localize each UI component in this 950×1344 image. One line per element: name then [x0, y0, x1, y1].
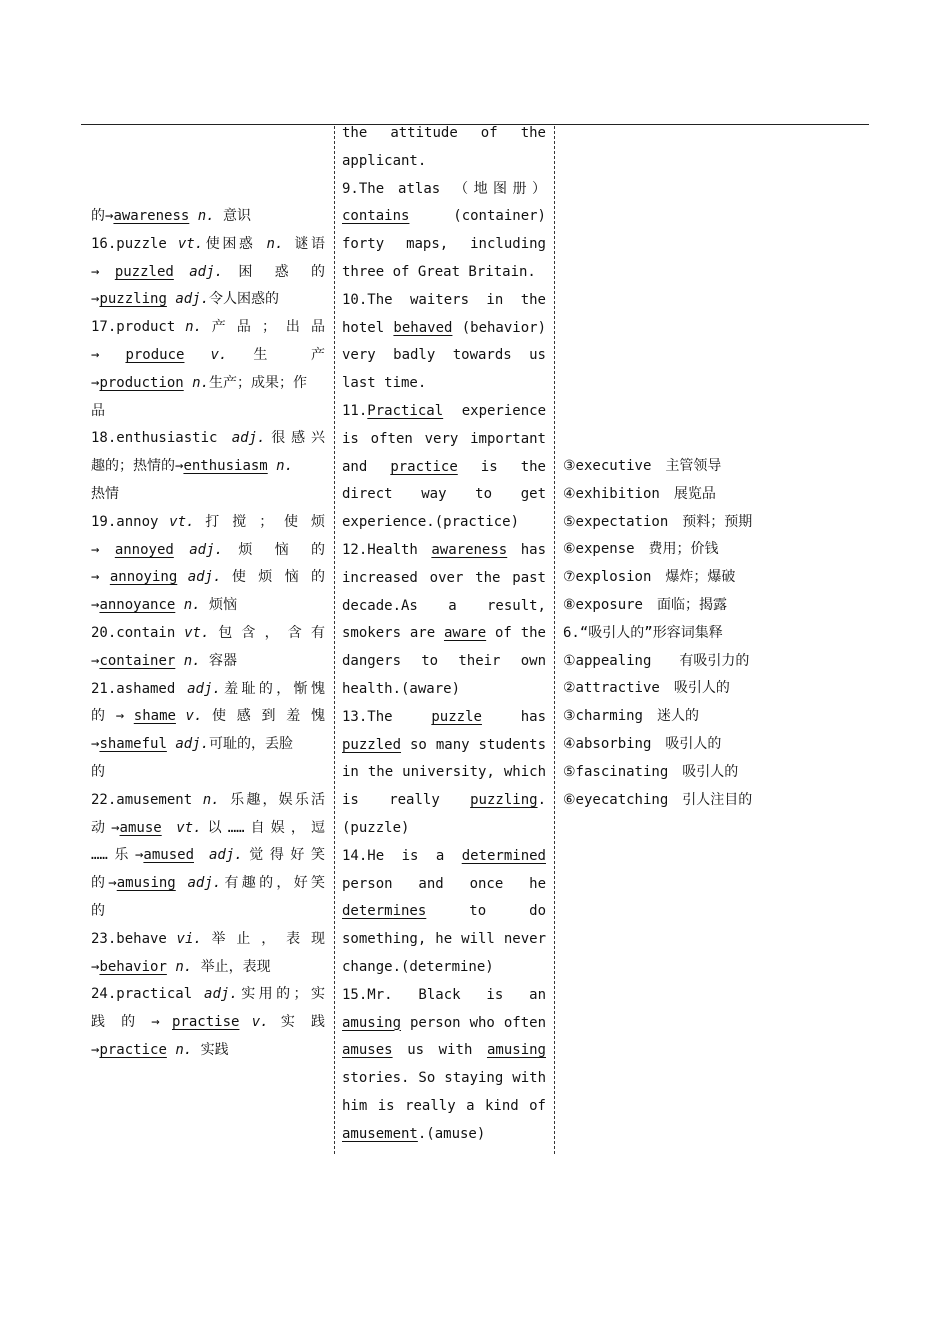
text-run: applicant. — [342, 152, 427, 169]
text-run — [189, 208, 197, 224]
answer-word: amusement — [342, 1125, 418, 1142]
vocab-line — [91, 676, 325, 704]
exercise-line — [342, 176, 546, 204]
text-run — [162, 820, 177, 836]
part-of-speech: adj. — [175, 291, 210, 308]
exercise-line — [342, 898, 546, 926]
text-run: 烦恼 — [200, 597, 238, 614]
vocab-line — [91, 648, 325, 676]
part-of-speech: n. — [276, 458, 294, 475]
text-run: (puzzle) — [342, 819, 410, 836]
exercise-line — [342, 148, 546, 176]
exercise-line — [342, 815, 546, 843]
text-run: 的 — [91, 763, 105, 780]
text-run: 包 含 ， 含 有 — [209, 624, 325, 641]
text-run: 很感兴 — [265, 430, 325, 447]
part-of-speech: n. — [175, 1041, 193, 1058]
text-run: 18.enthusiastic — [91, 430, 232, 447]
text-run: (behavior) — [452, 319, 546, 336]
text-run: to do — [426, 903, 546, 920]
text-run: 使困惑 — [203, 235, 267, 252]
part-of-speech: n. — [185, 319, 202, 336]
answer-word: puzzle — [431, 708, 482, 725]
text-run: is really — [342, 792, 471, 809]
vocab-line — [91, 870, 325, 898]
vocab-line — [91, 815, 325, 843]
exercise-line — [342, 593, 546, 621]
exercise-line — [342, 676, 546, 704]
text-run: and — [342, 458, 391, 475]
answer-word: puzzled — [342, 736, 402, 753]
text-run — [268, 458, 276, 474]
text-run — [184, 347, 210, 363]
text-run: us with — [392, 1042, 487, 1059]
column-divider-left — [334, 126, 335, 1154]
part-of-speech: v. — [251, 1014, 269, 1031]
text-run: 实践 — [192, 1041, 229, 1058]
text-run: (container) — [409, 208, 546, 225]
text-run: 以……自娱，逗 — [201, 819, 325, 836]
collection-item: ⑤fascinating 吸引人的 — [563, 763, 739, 780]
text-run: last time. — [342, 375, 427, 392]
text-run — [194, 847, 209, 863]
exercise-line — [342, 259, 546, 287]
text-run: the attitude of the — [342, 125, 546, 141]
text-run: 动→ — [91, 819, 120, 836]
text-run: 实用的；实 — [237, 986, 325, 1003]
answer-word: determines — [342, 903, 427, 920]
vocab-line — [91, 342, 325, 370]
answer-word: contains — [342, 208, 410, 225]
exercise-line — [342, 1121, 546, 1149]
exercise-line — [342, 843, 546, 871]
text-run: 羞耻的，惭愧 — [220, 680, 325, 697]
text-run: 24.practical — [91, 986, 205, 1003]
answer-word: amuses — [342, 1042, 393, 1059]
column-adjective-collection — [563, 453, 803, 814]
exercise-line — [342, 315, 546, 343]
text-run: 11. — [342, 402, 368, 419]
answer-word: amuse — [119, 819, 162, 836]
part-of-speech: n. — [183, 597, 201, 614]
answer-word: behaved — [393, 319, 453, 336]
text-run: 19.annoy — [91, 513, 170, 530]
answer-word: amusing — [486, 1042, 546, 1059]
text-run: . — [537, 792, 546, 809]
text-run: 热情 — [91, 485, 119, 502]
text-run: 生 产 — [227, 346, 325, 363]
text-run: hotel — [342, 319, 394, 336]
part-of-speech: vi. — [176, 930, 202, 947]
text-run: health.(aware) — [342, 680, 461, 697]
answer-word: awareness — [431, 541, 508, 558]
text-run: 13.The — [342, 708, 432, 725]
text-run: 10.The waiters in the — [342, 291, 546, 308]
exercise-line — [342, 203, 546, 231]
answer-word: annoyed — [114, 541, 174, 558]
part-of-speech: vt. — [176, 819, 202, 836]
text-run: 20.contain — [91, 624, 185, 641]
text-run: → — [91, 291, 100, 308]
answer-word: practise — [172, 1014, 240, 1031]
exercise-line — [342, 732, 546, 760]
collection-item: ②attractive 吸引人的 — [563, 680, 730, 697]
answer-word: shameful — [99, 736, 167, 753]
collection-item: ⑦explosion 爆炸；爆破 — [563, 569, 736, 586]
part-of-speech: n. — [183, 652, 201, 669]
text-run: 23.behave — [91, 930, 177, 947]
text-run — [174, 264, 189, 280]
text-run: forty maps, including — [342, 236, 546, 253]
vocab-line — [91, 286, 325, 314]
text-run: 趣的；热情的→ — [91, 458, 184, 475]
exercise-line — [342, 454, 546, 482]
text-run: person who often — [401, 1014, 546, 1031]
part-of-speech: n. — [175, 958, 193, 975]
vocab-line — [91, 231, 325, 259]
part-of-speech: n. — [197, 208, 215, 224]
exercise-line — [342, 426, 546, 454]
exercise-line — [342, 648, 546, 676]
answer-word: puzzling — [99, 291, 167, 308]
part-of-speech: adj. — [231, 430, 266, 447]
text-run: 生产；成果；作 — [209, 374, 308, 391]
text-run: 使 感 到 羞 愧 — [202, 708, 325, 725]
text-run: 困 惑 的 — [222, 263, 325, 280]
part-of-speech: n. — [202, 791, 220, 808]
part-of-speech: v. — [210, 346, 228, 363]
text-run: ……乐→ — [91, 847, 144, 864]
text-run: has — [507, 541, 546, 558]
answer-word: amusing — [116, 875, 176, 892]
text-run: 产 品 ； 出 品 — [201, 319, 325, 336]
exercise-line — [342, 871, 546, 899]
text-run: 可耻的，丢脸 — [209, 736, 294, 753]
text-run: → — [91, 263, 115, 280]
text-run: 容器 — [200, 652, 238, 669]
part-of-speech: n. — [192, 374, 210, 391]
text-run: .(amuse) — [417, 1125, 486, 1142]
answer-word: shame — [133, 708, 176, 725]
exercise-line — [342, 120, 546, 148]
exercise-line — [342, 704, 546, 732]
text-run: him is really a kind of — [342, 1097, 546, 1114]
text-run: 乐趣，娱乐活 — [219, 791, 325, 808]
vocab-line — [91, 1009, 325, 1037]
text-run: experience — [443, 402, 546, 419]
exercise-line — [342, 926, 546, 954]
text-run: smokers are — [342, 625, 444, 642]
text-run: 22.amusement — [91, 791, 203, 808]
collection-item: ⑤expectation 预料；预期 — [563, 513, 753, 530]
answer-word: Practical — [367, 402, 444, 419]
exercise-line — [342, 537, 546, 565]
exercise-line — [342, 1037, 546, 1065]
vocab-line — [91, 425, 325, 453]
text-run: 烦 恼 的 — [222, 541, 325, 558]
exercise-line — [342, 1065, 546, 1093]
text-run: 谜语 — [283, 235, 325, 252]
vocab-line — [91, 453, 325, 481]
answer-word: container — [99, 652, 176, 669]
text-run: → — [91, 958, 100, 975]
exercise-line — [342, 759, 546, 787]
collection-item: 6.“吸引人的”形容词集释 — [563, 624, 723, 641]
exercise-line — [342, 370, 546, 398]
exercise-line — [342, 481, 546, 509]
vocab-line — [91, 481, 325, 509]
answer-word: behavior — [99, 958, 167, 975]
text-run: → — [91, 736, 100, 753]
text-run — [176, 875, 188, 891]
text-run — [176, 708, 186, 724]
vocab-line — [91, 759, 325, 787]
vocab-line — [91, 926, 325, 954]
collection-item: ④exhibition 展览品 — [563, 485, 716, 502]
text-run: → — [91, 346, 126, 363]
text-run: → — [91, 1041, 100, 1058]
collection-item: ③charming 迷人的 — [563, 708, 699, 725]
text-run: in the university, which — [342, 764, 546, 781]
text-run: 令人困惑的 — [209, 291, 280, 308]
vocab-line — [91, 259, 325, 287]
exercise-line — [342, 787, 546, 815]
text-run: dangers to their own — [342, 653, 546, 670]
text-run: three of Great Britain. — [342, 263, 536, 280]
vocab-line — [91, 370, 325, 398]
collection-item: ③executive 主管领导 — [563, 458, 722, 474]
column-divider-right — [554, 126, 555, 1154]
answer-word: puzzled — [114, 263, 174, 280]
part-of-speech: adj. — [187, 569, 222, 586]
vocab-line — [91, 509, 325, 537]
vocab-line — [91, 898, 325, 926]
collection-item: ④absorbing 吸引人的 — [563, 735, 722, 752]
text-run: → — [91, 597, 100, 614]
answer-word: enthusiasm — [183, 458, 268, 475]
vocab-line — [91, 398, 325, 426]
part-of-speech: adj. — [189, 263, 223, 280]
vocab-line — [91, 703, 325, 731]
text-run: is often very important — [342, 430, 546, 447]
text-run: 意识 — [214, 208, 252, 224]
answer-word: amused — [143, 847, 194, 864]
part-of-speech: adj. — [204, 986, 238, 1003]
text-run: → — [91, 541, 115, 558]
text-run: change.(determine) — [342, 958, 494, 975]
answer-word: puzzling — [470, 792, 538, 809]
answer-word: awareness — [113, 208, 190, 224]
exercise-line — [342, 1010, 546, 1038]
part-of-speech: adj. — [187, 875, 222, 892]
text-run: 的→ — [91, 208, 114, 224]
text-run: 9.The atlas （地图册） — [342, 180, 546, 197]
text-run: 品 — [91, 402, 105, 419]
vocab-line — [91, 592, 325, 620]
answer-word: annoyance — [99, 597, 176, 614]
answer-word: practice — [390, 458, 458, 475]
text-run: 觉得好笑 — [242, 847, 325, 864]
part-of-speech: vt. — [177, 235, 204, 252]
text-run: stories. So staying with — [342, 1070, 546, 1087]
collection-item: ⑥expense 费用；价钱 — [563, 541, 719, 558]
text-run: 打 搅 ； 使 烦 — [205, 513, 325, 530]
text-run: 践 的 → — [91, 1014, 172, 1031]
vocab-line — [91, 981, 325, 1009]
exercise-line — [342, 954, 546, 982]
part-of-speech: vt. — [184, 624, 210, 641]
text-run: 使 烦 恼 的 — [221, 569, 325, 586]
text-run — [184, 375, 192, 391]
text-run: 举 止 ， 表 现 — [201, 930, 325, 947]
text-run — [175, 653, 183, 669]
text-run: very badly towards us — [342, 347, 546, 364]
vocab-line — [91, 842, 325, 870]
part-of-speech: adj. — [209, 847, 243, 864]
vocab-line — [91, 620, 325, 648]
text-run: 的 → — [91, 708, 134, 725]
exercise-line — [342, 1093, 546, 1121]
text-run: 有趣的，好笑 — [221, 875, 325, 892]
text-run: decade.As a result, — [342, 597, 546, 614]
text-run: of the — [486, 625, 546, 642]
column-word-family-list — [91, 203, 325, 1065]
text-run: 14.He is a — [342, 847, 462, 864]
text-run: 17.product — [91, 319, 186, 336]
text-run: increased over the past — [342, 569, 546, 586]
answer-word: produce — [125, 346, 185, 363]
answer-word: determined — [461, 847, 546, 864]
part-of-speech: n. — [266, 235, 284, 252]
text-run: 举止，表现 — [192, 958, 271, 975]
vocab-line — [91, 314, 325, 342]
text-run: something, he will never — [342, 931, 546, 948]
text-run: 的→ — [91, 875, 117, 892]
exercise-line — [342, 620, 546, 648]
exercise-line — [342, 231, 546, 259]
text-run: 12.Health — [342, 541, 432, 558]
text-run: 15.Mr. Black is an — [342, 986, 546, 1003]
text-run: direct way to get — [342, 486, 546, 503]
exercise-line — [342, 342, 546, 370]
collection-item: ⑧exposure 面临；揭露 — [563, 596, 727, 613]
part-of-speech: v. — [185, 708, 203, 725]
exercise-line — [342, 509, 546, 537]
text-run: so many students — [401, 736, 546, 753]
text-run — [177, 569, 187, 585]
text-run: 16.puzzle — [91, 235, 178, 252]
exercise-line — [342, 982, 546, 1010]
vocab-line — [91, 787, 325, 815]
vocab-line — [91, 731, 325, 759]
part-of-speech: adj. — [189, 541, 223, 558]
text-run — [174, 542, 189, 558]
part-of-speech: vt. — [169, 513, 195, 530]
vocab-line — [91, 564, 325, 592]
answer-word: annoying — [109, 569, 178, 586]
exercise-line — [342, 287, 546, 315]
exercise-line — [342, 565, 546, 593]
part-of-speech: adj. — [187, 680, 221, 697]
vocab-line — [91, 203, 325, 231]
vocab-line — [91, 954, 325, 982]
text-run: 21.ashamed — [91, 680, 188, 697]
text-run: 实 践 — [268, 1014, 325, 1031]
answer-word: production — [99, 374, 184, 391]
answer-word: amusing — [342, 1014, 402, 1031]
text-run: 的 — [91, 902, 105, 919]
part-of-speech: adj. — [175, 736, 210, 753]
text-run — [175, 597, 183, 613]
vocab-line — [91, 537, 325, 565]
text-run: → — [91, 652, 100, 669]
exercise-line — [342, 398, 546, 426]
text-run: is the — [457, 458, 546, 475]
text-run: → — [91, 374, 100, 391]
vocab-line — [91, 1037, 325, 1065]
text-run: → — [91, 569, 110, 586]
answer-word: aware — [443, 625, 487, 642]
text-run: has — [481, 708, 546, 725]
text-run: person and once he — [342, 875, 546, 892]
column-fill-in-exercises — [342, 120, 546, 1148]
text-run: experience.(practice) — [342, 514, 520, 531]
text-run — [239, 1014, 251, 1030]
collection-item: ⑥eyecatching 引人注目的 — [563, 791, 753, 808]
collection-item: ①appealing 有吸引力的 — [563, 652, 750, 669]
answer-word: practice — [99, 1041, 167, 1058]
